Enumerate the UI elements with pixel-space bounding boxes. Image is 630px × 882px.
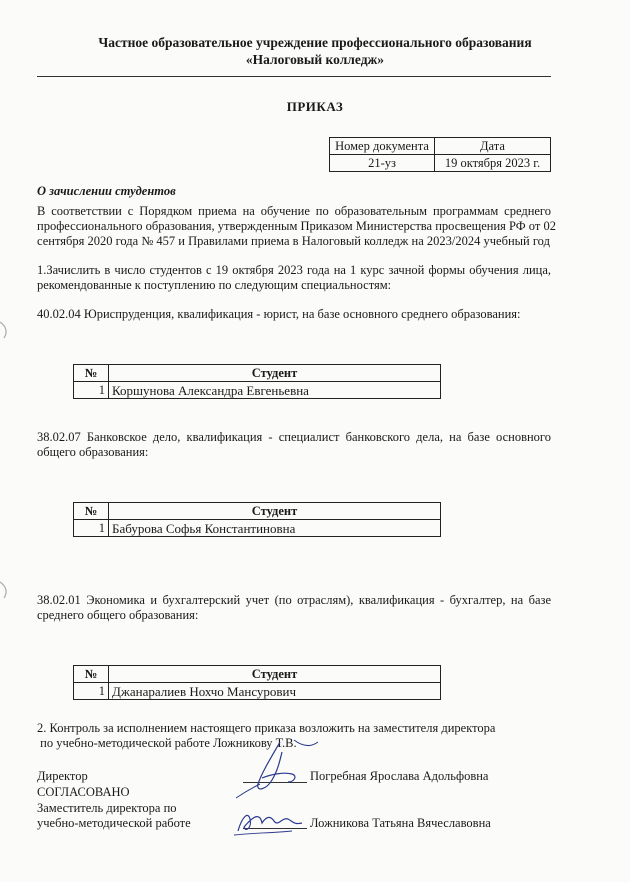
deputy-label-line2: учебно-методической работе	[37, 816, 191, 830]
point2-line1: 2. Контроль за исполнением настоящего приказа возложить на заместителя директора	[37, 721, 496, 735]
point1-line2: рекомендованные к поступлению по следующим специальностям:	[37, 278, 392, 292]
director-label: Директор	[37, 769, 88, 783]
col-student-header: Студент	[109, 666, 441, 683]
table-row	[74, 683, 441, 700]
specialty-3-line1: 38.02.01 Экономика и бухгалтерский учет (по отраслям), квалификация - бухгалтер, на базе	[37, 593, 551, 607]
agreed-label: СОГЛАСОВАНО	[37, 785, 130, 799]
col-student-header: Студент	[109, 365, 441, 382]
preamble-line2: профессионального образования, утвержденным Приказом Министерства просвещения РФ от 02	[37, 219, 556, 233]
preamble-line1: В соответствии с Порядком приема на обучение по образовательным программам среднего	[37, 204, 551, 218]
doc-date-header: Дата	[435, 138, 551, 155]
specialty-3-line2: среднего общего образования:	[37, 608, 199, 622]
student-table-3	[73, 665, 441, 700]
row-number: 1	[74, 520, 109, 537]
director-name: Погребная Ярослава Адольфовна	[310, 769, 489, 783]
scan-hole-mark	[0, 578, 14, 600]
row-number: 1	[74, 382, 109, 399]
row-number: 1	[74, 683, 109, 700]
director-signature-image	[232, 738, 322, 800]
doc-date-value: 19 октября 2023 г.	[435, 155, 551, 172]
deputy-signature-image	[232, 805, 312, 839]
organization-name-line1: Частное образовательное учреждение профессионального образования	[98, 35, 532, 50]
doc-number-value: 21-уз	[330, 155, 435, 172]
specialty-1-line1: 40.02.04 Юриспруденция, квалификация - юрист, на базе основного среднего образования:	[37, 307, 521, 321]
student-name: Джанаралиев Нохчо Мансурович	[109, 683, 441, 700]
specialty-2-line1: 38.02.07 Банковское дело, квалификация - специалист банковского дела, на базе основного	[37, 430, 551, 444]
col-student-header: Студент	[109, 503, 441, 520]
preamble-line3: сентября 2020 года № 457 и Правилами приема в Налоговый колледж на 2023/2024 учебный год	[37, 234, 550, 248]
header-divider	[37, 76, 551, 77]
col-number-header: №	[74, 365, 109, 382]
doc-number-header: Номер документа	[330, 138, 435, 155]
table-row	[74, 520, 441, 537]
specialty-2-line2: общего образования:	[37, 445, 149, 459]
table-row	[74, 382, 441, 399]
point1-line1: 1.Зачислить в число студентов с 19 октября 2023 года на 1 курс зачной формы обучения лица,	[37, 263, 551, 277]
point2-line2: по учебно-методической работе Ложникову Т.В.	[37, 736, 297, 750]
col-number-header: №	[74, 503, 109, 520]
document-meta-table	[329, 137, 551, 172]
organization-name-line2: «Налоговый колледж»	[245, 52, 385, 67]
document-title: ПРИКАЗ	[286, 99, 344, 114]
col-number-header: №	[74, 666, 109, 683]
student-name: Коршунова Александра Евгеньевна	[109, 382, 441, 399]
scan-hole-mark	[0, 318, 14, 340]
student-name: Бабурова Софья Константиновна	[109, 520, 441, 537]
deputy-name: Ложникова Татьяна Вячеславовна	[310, 816, 491, 830]
student-table-2	[73, 502, 441, 537]
student-table-1	[73, 364, 441, 399]
order-subject: О зачислении студентов	[37, 184, 176, 198]
deputy-label-line1: Заместитель директора по	[37, 801, 177, 815]
